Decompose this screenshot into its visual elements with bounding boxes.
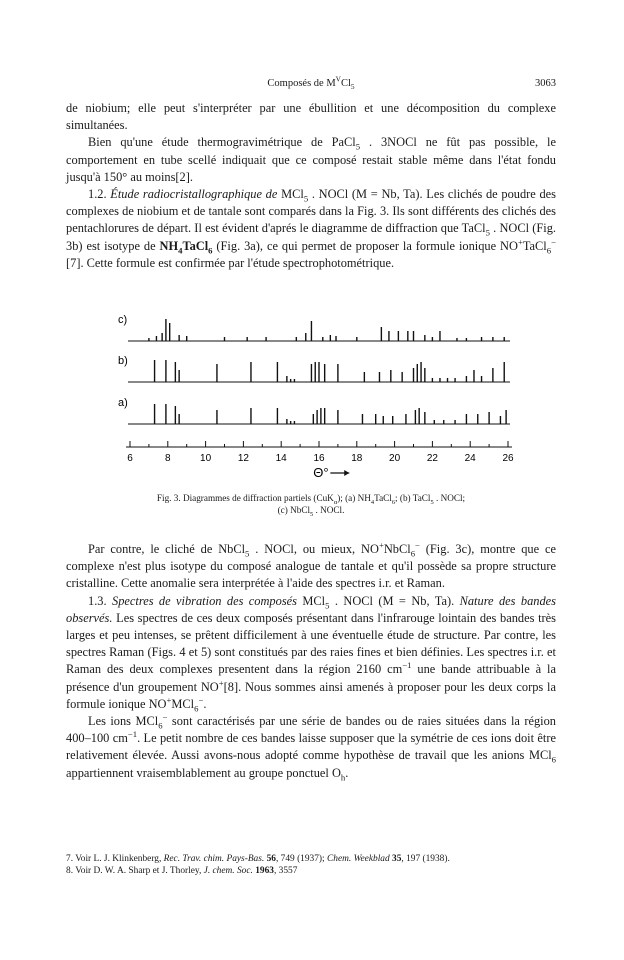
- axis-tick-label: 14: [275, 453, 287, 464]
- axis-tick-label: 6: [127, 453, 133, 464]
- running-header: [66, 74, 556, 92]
- panel-label-a: a): [118, 397, 128, 409]
- running-title: Composés de $M^VCl_5$: [267, 74, 355, 92]
- panel-label-b: b): [118, 355, 128, 367]
- body-text-bottom: [66, 541, 556, 782]
- diffraction-figure: [108, 296, 518, 481]
- figure-caption: Fig. 3. Diagrammes de diffraction partiels (CuK$_\alpha$); (a) $NH_4TaCl_6$; (b) TaCl$_5$ . NOCl; (c) NbCl$_5$ . NOCl.: [156, 493, 466, 518]
- axis-tick-label: 8: [165, 453, 171, 464]
- axis-tick-label: 20: [389, 453, 401, 464]
- footnotes: [66, 853, 556, 877]
- panel-label-c: c): [118, 314, 128, 326]
- axis-label-theta: Θ°: [313, 465, 329, 480]
- paragraph-continuation: de niobium; elle peut s'interpréter par une ébullition et une décomposition du complexe simultanées.: [66, 101, 556, 133]
- axis-tick-label: 16: [313, 453, 325, 464]
- paragraph-vibration-spectra: 1.3. Spectres de vibration des composés MCl$_5$ . NOCl (M = Nb, Ta). Nature des bandes observés. Les spectres de ces deux composés présentant dans l'infrarouge lointain des bandes très larges et peu intenses, se prêtent difficilement à une éventuelle étude de structure. Par contre, les spectres Raman (Figs. 4 et 5) sont constitués par des raies fines et bien définies. Les spectres i.r. et Raman des deux complexes presentent dans la région 2160 $cm^{-1}$ une bande attribuable à la présence d'un groupement NO+[8]. Nous sommes ainsi amenés à proposer pour les deux corps la formule ionique NO+MCl$_6$−.: [66, 593, 556, 714]
- footnote-7: 7. Voir L. J. Klinkenberg, Rec. Trav. chim. Pays-Bas. 56, 749 (1937); Chem. Weekblad 35, 197 (1938).: [66, 854, 450, 864]
- axis-tick-label: 26: [502, 453, 514, 464]
- axis-tick-label: 18: [351, 453, 363, 464]
- paragraph-niobium-structure: Par contre, le cliché de NbCl$_5$ . NOCl, ou mieux, NO+NbCl$_6$− (Fig. 3c), montre que ce complexe n'est plus isotype du composé analogue de tantale et qu'il possède sa propre structure cristalline. Cette anomalie sera interprétée à l'aide des spectres i.r. et Raman.: [66, 539, 556, 591]
- axis-tick-label: 12: [237, 453, 249, 464]
- axis-tick-label: 10: [200, 453, 212, 464]
- axis-tick-label: 24: [464, 453, 476, 464]
- footnote-8: 8. Voir D. W. A. Sharp et J. Thorley, J. chem. Soc. 1963, 3557: [66, 866, 298, 876]
- paragraph-mcl6-ions: Les ions MCl$_6$− sont caractérisés par une série de bandes ou de raies situées dans la région 400–100 $cm^{-1}$. Le petit nombre de ces bandes laisse supposer que la symétrie de ces ions doit être relativement élevée. Aussi avons-nous adopté comme hypothèse de travail que les anions MCl$_6$ appartiennent vraisemblablement au groupe ponctuel $O_h$.: [66, 711, 557, 783]
- paragraph-thermogravimetry: Bien qu'une étude thermogravimétrique de PaCl$_5$ . 3NOCl ne fût pas possible, le comportement en tube scellé indiquait que ce composé restait stable même dans l'état fondu jusqu'à 150° au moins[2].: [66, 135, 556, 184]
- axis-arrowhead: [344, 470, 349, 476]
- axis-tick-label: 22: [426, 453, 438, 464]
- body-text-top: [66, 100, 556, 272]
- page-number: 3063: [535, 78, 556, 89]
- paragraph-radiocrystallography: 1.2. Étude radiocristallographique de MCl$_5$ . NOCl (M = Nb, Ta). Les clichés de poudre des complexes de niobium et de tantale sont comparés dans la Fig. 3. Ils sont différents des clichés des pentachlorures de départ. Il est évident d'aprés le diagramme de diffraction que TaCl$_5$ . NOCl (Fig. 3b) est isotype de $NH_4TaCl_6$ (Fig. 3a), ce qui permet de proposer la formule ionique NO+TaCl$_6$− [7]. Cette formule est confirmée par l'étude spectrophotométrique.: [66, 187, 557, 270]
